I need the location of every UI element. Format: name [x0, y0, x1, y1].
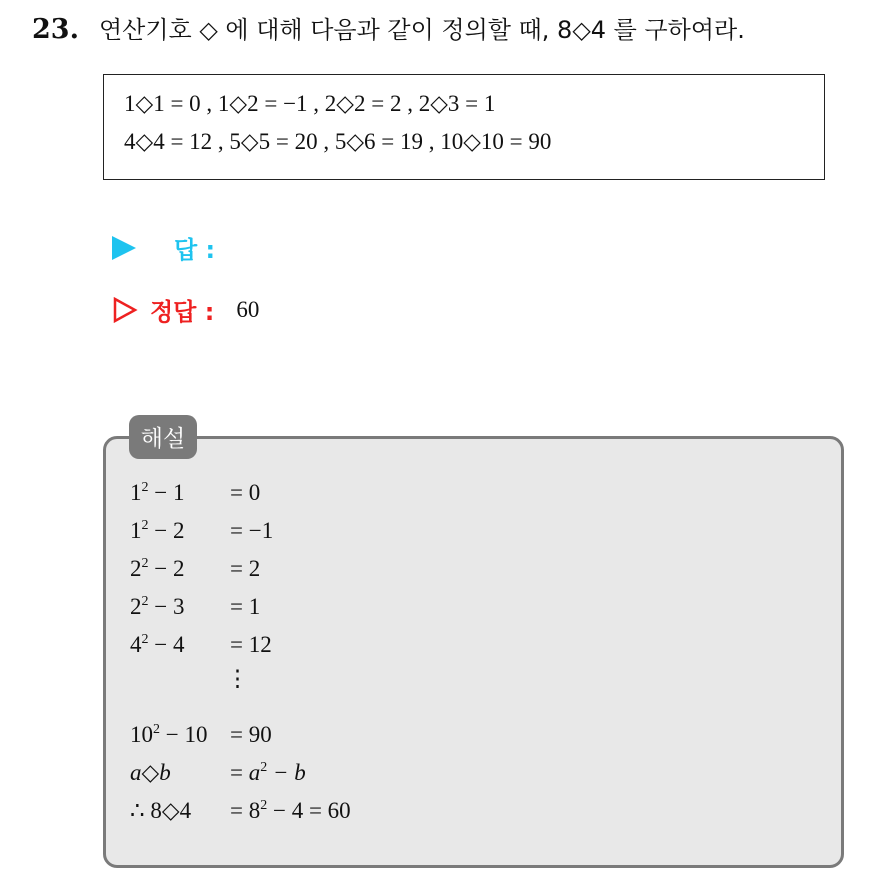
correct-answer-outline-triangle-icon — [112, 297, 138, 323]
answer-play-icon — [112, 236, 136, 260]
solution-vdots: ⋮ — [226, 666, 249, 691]
question-text: 연산기호 ◇ 에 대해 다음과 같이 정의할 때, 8◇4 를 구하여라. — [98, 16, 745, 44]
answer-row — [112, 230, 215, 265]
solution-panel — [103, 436, 844, 868]
question-number: 23. — [32, 14, 79, 45]
definition-line-2: 4◇4 = 12 , 5◇5 = 20 , 5◇6 = 19 , 10◇10 = 90 — [124, 129, 552, 154]
correct-answer-label: 정답 : — [150, 298, 215, 326]
definition-box — [103, 74, 825, 180]
definition-line-1: 1◇1 = 0 , 1◇2 = −1 , 2◇2 = 2 , 2◇3 = 1 — [124, 91, 496, 116]
question — [32, 14, 745, 46]
solution-tab: 해설 — [129, 415, 197, 459]
correct-answer-row — [112, 292, 259, 327]
correct-answer-value: 60 — [236, 296, 260, 322]
answer-label: 답 : — [174, 236, 216, 264]
